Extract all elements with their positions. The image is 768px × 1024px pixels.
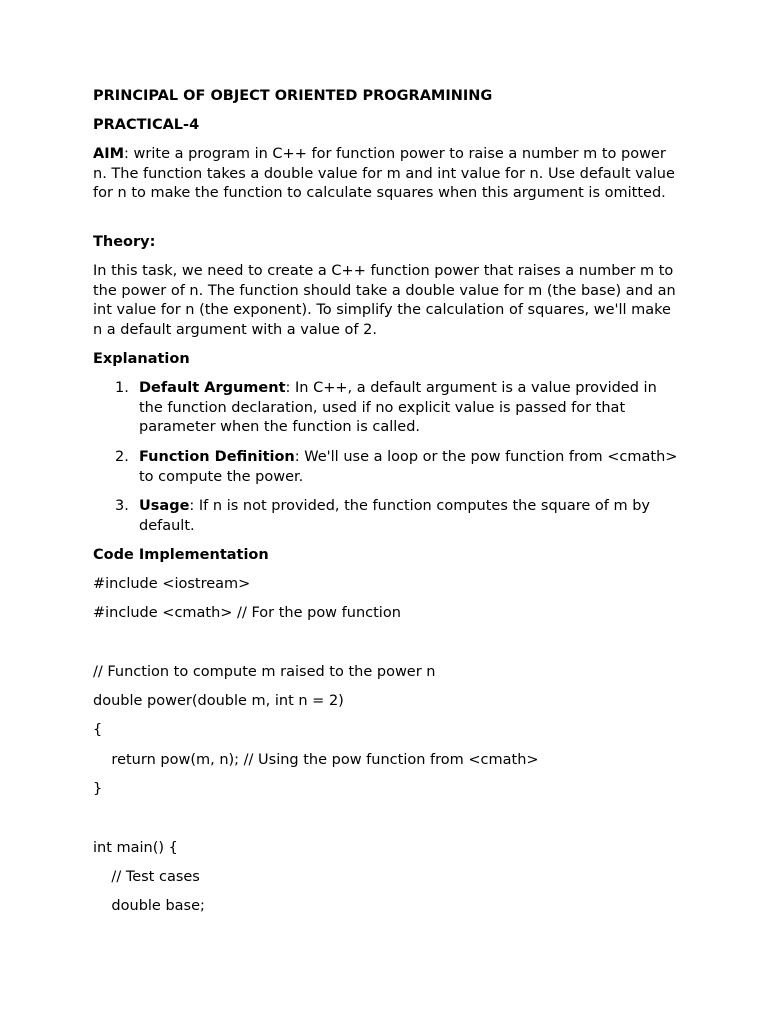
list-item-number: 3.: [115, 498, 129, 514]
code-line: double power(double m, int n = 2): [93, 693, 344, 709]
code-heading: Code Implementation: [93, 547, 269, 563]
aim-paragraph: [93, 145, 683, 204]
code-line: #include <iostream>: [93, 576, 251, 592]
list-item-body: [139, 448, 683, 487]
list-item-text: : We'll use a loop or the pow function from <cmath> to compute the power.: [139, 449, 678, 485]
code-line: int main() {: [93, 840, 178, 856]
list-item-text: : If n is not provided, the function computes the square of m by default.: [139, 498, 651, 534]
code-line: // Test cases: [93, 869, 200, 885]
list-item-text: : In C++, a default argument is a value provided in the function declaration, used if no explicit value is passed for that parameter when the function is called.: [139, 380, 657, 435]
list-item-term: Usage: [139, 498, 190, 514]
aim-label: AIM: [93, 146, 125, 162]
code-line: #include <cmath> // For the pow function: [93, 605, 401, 621]
aim-text: : write a program in C++ for function power to raise a number m to power n. The function takes a double value for m and int value for n. Use default value for n to make the function to calculate squares when this argument is omitted.: [93, 146, 675, 201]
code-line: {: [93, 722, 103, 738]
list-item-body: [139, 497, 683, 536]
practical-number: PRACTICAL-4: [93, 117, 200, 133]
list-item: [93, 497, 683, 537]
code-line: double base;: [93, 898, 205, 914]
code-line: // Function to compute m raised to the power n: [93, 664, 436, 680]
code-line: }: [93, 781, 103, 797]
code-line: return pow(m, n); // Using the pow function from <cmath>: [93, 752, 539, 768]
list-item-term: Default Argument: [139, 380, 286, 396]
list-item-term: Function Definition: [139, 449, 295, 465]
document-title: PRINCIPAL OF OBJECT ORIENTED PROGRAMINING: [93, 88, 493, 104]
list-item-number: 1.: [115, 380, 129, 396]
list-item-body: [139, 379, 683, 438]
explanation-heading: Explanation: [93, 351, 190, 367]
list-item: [93, 448, 683, 488]
list-item-number: 2.: [115, 449, 129, 465]
list-item: [93, 379, 683, 439]
theory-paragraph: In this task, we need to create a C++ function power that raises a number m to the power of n. The function should take a double value for m (the base) and an int value for n (the exponent). To simplify the calculation of squares, we'll make n a default argument with a value of 2.: [93, 263, 676, 338]
theory-heading: Theory:: [93, 234, 156, 250]
